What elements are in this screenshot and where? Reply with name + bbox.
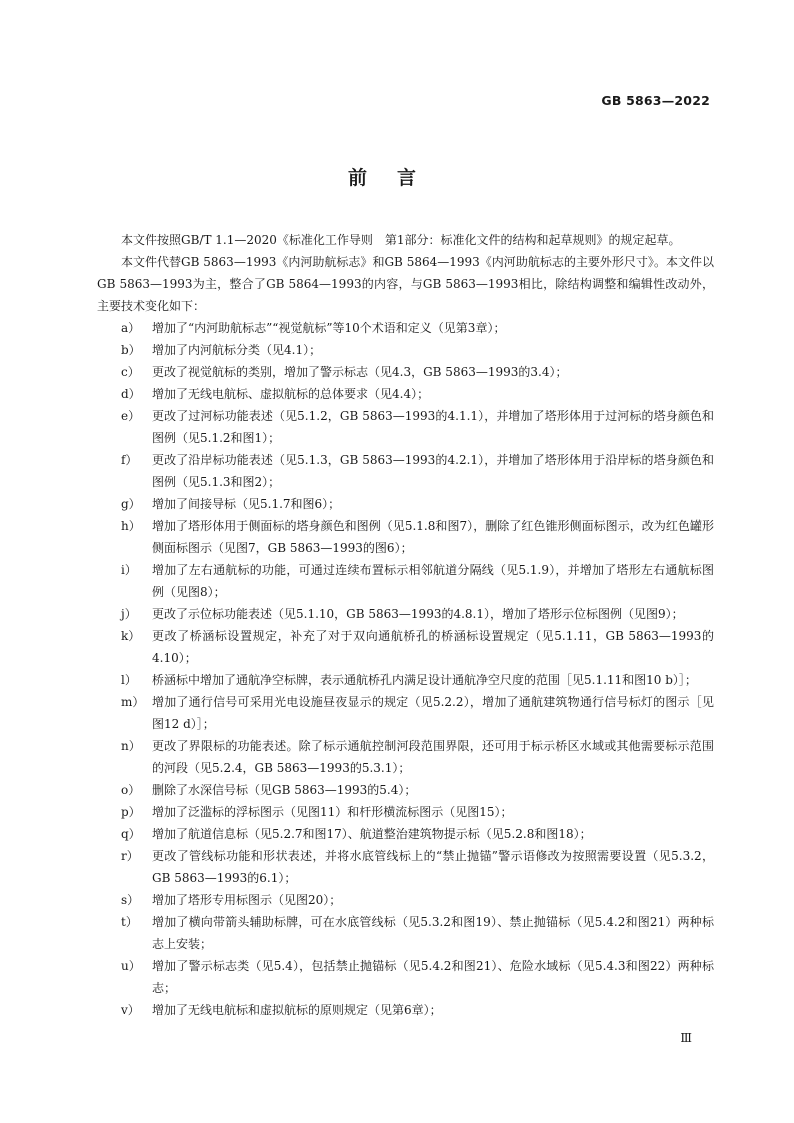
list-item: [97, 559, 714, 603]
list-item: [97, 625, 714, 669]
list-item-text: 增加了警示标志类（见5.4），包括禁止抛锚标（见5.4.2和图21）、危险水域标（见5.4.3和图22）两种标志；: [152, 959, 714, 995]
page-number: Ⅲ: [680, 1031, 692, 1045]
list-marker: o）: [121, 783, 141, 797]
list-item: [97, 691, 714, 735]
list-item-text: 更改了桥涵标设置规定，补充了对于双向通航桥孔的桥涵标设置规定（见5.1.11，GB 5863—1993的4.10）；: [152, 629, 714, 665]
list-item: [97, 405, 714, 449]
list-item-text: 增加了无线电航标、虚拟航标的总体要求（见4.4）；: [152, 387, 430, 401]
standard-number: GB 5863—2022: [601, 93, 710, 108]
list-item-text: 增加了间接导标（见5.1.7和图6）；: [152, 497, 341, 511]
list-item-text: 更改了界限标的功能表述。除了标示通航控制河段范围界限，还可用于标示桥区水域或其他需要标示范围的河段（见5.2.4，GB 5863—1993的5.3.1）；: [152, 739, 714, 775]
list-item: [97, 845, 714, 889]
list-marker: b）: [121, 343, 141, 357]
list-item: [97, 361, 714, 383]
list-marker: h）: [121, 519, 141, 533]
list-item: [97, 801, 714, 823]
list-item-text: 更改了沿岸标功能表述（见5.1.3，GB 5863—1993的4.2.1），并增加了塔形体用于沿岸标的塔身颜色和图例（见5.1.3和图2）；: [152, 453, 714, 489]
change-list: [97, 317, 714, 1021]
list-item: [97, 955, 714, 999]
list-marker: u）: [121, 959, 141, 973]
list-marker: m）: [121, 695, 145, 709]
list-item: [97, 735, 714, 779]
intro-paragraph: 本文件代替GB 5863—1993《内河助航标志》和GB 5864—1993《内河助航标志的主要外形尺寸》。本文件以GB 5863—1993为主，整合了GB 5864—1993的内容，与GB 5863—1993相比，除结构调整和编辑性改动外，主要技术变化如下：: [97, 255, 714, 313]
list-marker: t）: [121, 915, 138, 929]
list-item-text: 增加了通行信号可采用光电设施昼夜显示的规定（见5.2.2），增加了通航建筑物通行信号标灯的图示［见图12 d）］；: [152, 695, 714, 731]
list-item: [97, 999, 714, 1021]
list-item-text: 增加了塔形体用于侧面标的塔身颜色和图例（见5.1.8和图7），删除了红色锥形侧面标图示，改为红色罐形侧面标图示（见图7，GB 5863—1993的图6）；: [152, 519, 714, 555]
list-item-text: 更改了过河标功能表述（见5.1.2，GB 5863—1993的4.1.1），并增加了塔形体用于过河标的塔身颜色和图例（见5.1.2和图1）；: [152, 409, 714, 445]
list-item-text: 增加了航道信息标（见5.2.7和图17）、航道整治建筑物提示标（见5.2.8和图18）；: [152, 827, 592, 841]
list-marker: n）: [121, 739, 141, 753]
list-item: [97, 493, 714, 515]
list-item-text: 更改了视觉航标的类别，增加了警示标志（见4.3，GB 5863—1993的3.4）；: [152, 365, 568, 379]
list-item: [97, 889, 714, 911]
list-item-text: 增加了横向带箭头辅助标牌，可在水底管线标（见5.3.2和图19）、禁止抛锚标（见5.4.2和图21）两种标志上安装；: [152, 915, 714, 951]
list-item-text: 增加了塔形专用标图示（见图20）；: [152, 893, 342, 907]
list-marker: l）: [121, 673, 137, 687]
list-marker: k）: [121, 629, 141, 643]
list-item: [97, 339, 714, 361]
list-marker: s）: [121, 893, 140, 907]
list-item-text: 更改了管线标功能和形状表述，并将水底管线标上的“禁止抛锚”警示语修改为按照需要设置（见5.3.2，GB 5863—1993的6.1）；: [152, 849, 714, 885]
list-item: [97, 317, 714, 339]
list-item: [97, 823, 714, 845]
list-item: [97, 669, 714, 691]
list-item: [97, 911, 714, 955]
list-marker: a）: [121, 321, 141, 335]
list-marker: q）: [121, 827, 141, 841]
list-item: [97, 515, 714, 559]
list-item-text: 更改了示位标功能表述（见5.1.10，GB 5863—1993的4.8.1），增加了塔形示位标图例（见图9）；: [152, 607, 684, 621]
list-item-text: 增加了泛滥标的浮标图示（见图11）和杆形横流标图示（见图15）；: [152, 805, 513, 819]
list-item-text: 增加了“内河助航标志”“视觉航标”等10个术语和定义（见第3章）；: [152, 321, 506, 335]
list-item-text: 增加了无线电航标和虚拟航标的原则规定（见第6章）；: [152, 1003, 442, 1017]
foreword-body: [97, 229, 714, 1021]
list-item: [97, 779, 714, 801]
list-marker: p）: [121, 805, 141, 819]
list-marker: e）: [121, 409, 141, 423]
list-marker: r）: [121, 849, 139, 863]
list-item-text: 桥涵标中增加了通航净空标牌，表示通航桥孔内满足设计通航净空尺度的范围［见5.1.11和图10 b）］；: [152, 673, 697, 687]
list-item-text: 增加了左右通航标的功能，可通过连续布置标示相邻航道分隔线（见5.1.9），并增加了塔形左右通航标图例（见图8）；: [152, 563, 714, 599]
list-marker: j）: [121, 607, 137, 621]
list-item: [97, 449, 714, 493]
intro-paragraph: 本文件按照GB/T 1.1—2020《标准化工作导则 第1部分：标准化文件的结构和起草规则》的规定起草。: [121, 233, 681, 247]
list-item: [97, 383, 714, 405]
list-item-text: 删除了水深信号标（见GB 5863—1993的5.4）；: [152, 783, 417, 797]
list-item-text: 增加了内河航标分类（见4.1）；: [152, 343, 322, 357]
list-item: [97, 603, 714, 625]
list-marker: d）: [121, 387, 141, 401]
page-title: 前言: [347, 167, 446, 189]
list-marker: i）: [121, 563, 137, 577]
list-marker: v）: [121, 1003, 140, 1017]
list-marker: f）: [121, 453, 138, 467]
list-marker: c）: [121, 365, 140, 379]
list-marker: g）: [121, 497, 141, 511]
